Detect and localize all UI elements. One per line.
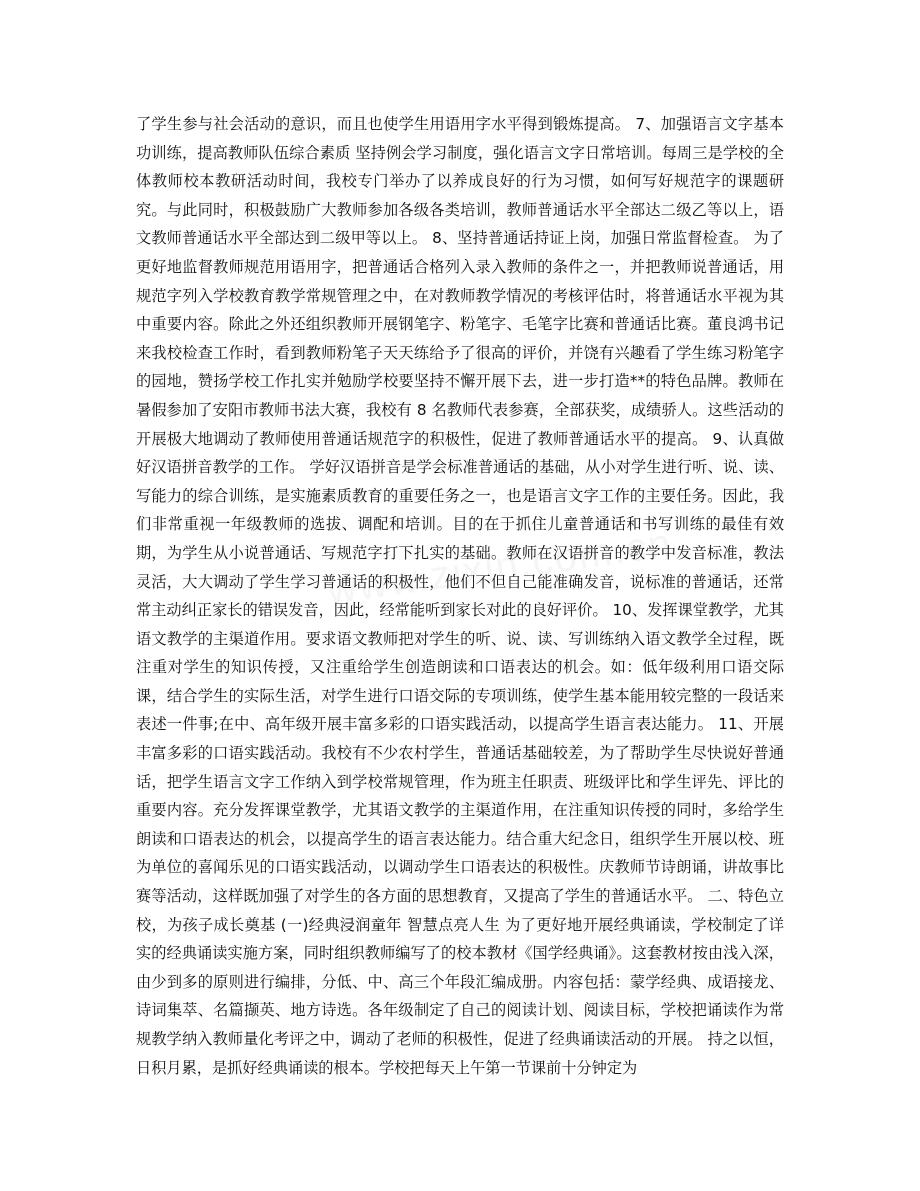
body-text: 了学生参与社会活动的意识，而且也使学生用语用字水平得到锻炼提高。 7、加强语言文字基本功训练，提高教师队伍综合素质 坚持例会学习制度，强化语言文字日常培训。每周三是学校的全体教师校本教研活动时间，我校专门举办了以养成良好的行为习惯，如何写好规范字的课题研究。与此同时，积极鼓励广大教师参加各级各类培训，教师普通话水平全部达二级乙等以上，语文教师普通话水平全部达到二级甲等以上。 8、坚持普通话持证上岗，加强日常监督检查。 为了更好地监督教师规范用语用字，把普通话合格列入录入教师的条件之一，并把教师说普通话，用规范字列入学校教育教学常规管理之中，在对教师教学情况的考核评估时，将普通话水平视为其中重要内容。除此之外还组织教师开展钢笔字、粉笔字、毛笔字比赛和普通话比赛。董良鸿书记来我校检查工作时，看到教师粉笔子天天练给予了很高的评价，并饶有兴趣看了学生练习粉笔字的园地，赞扬学校工作扎实并勉励学校要坚持不懈开展下去，进一步打造**的特色品牌。教师在暑假参加了安阳市教师书法大赛，我校有 8 名教师代表参赛，全部获奖，成绩骄人。这些活动的开展极大地调动了教师使用普通话规范字的积极性，促进了教师普通话水平的提高。 9、认真做好汉语拼音教学的工作。 学好汉语拼音是学会标准普通话的基础，从小对学生进行听、说、读、写能力的综合训练，是实施素质教育的重要任务之一，也是语言文字工作的主要任务。因此，我们非常重视一年级教师的选拔、调配和培训。目的在于抓住儿童普通话和书写训练的最佳有效期，为学生从小说普通话、写规范字打下扎实的基础。教师在汉语拼音的教学中发音标准，教法灵活，大大调动了学生学习普通话的积极性，他们不但自己能准确发音，说标准的普通话，还常常主动纠正家长的错误发音，因此，经常能听到家长对此的良好评价。 10、发挥课堂教学，尤其语文教学的主渠道作用。要求语文教师把对学生的听、说、读、写训练纳入语文教学全过程，既注重对学生的知识传授，又注重给学生创造朗读和口语表达的机会。如：低年级利用口语交际课，结合学生的实际生活，对学生进行口语交际的专项训练，使学生基本能用较完整的一段话来表述一件事;在中、高年级开展丰富多彩的口语实践活动，以提高学生语言表达能力。 11、开展丰富多彩的口语实践活动。我校有不少农村学生，普通话基础较差，为了帮助学生尽快说好普通话，把学生语言文字工作纳入到学校常规管理，作为班主任职责、班级评比和学生评先、评比的重要内容。充分发挥课堂教学，尤其语文教学的主渠道作用，在注重知识传授的同时，多给学生朗读和口语表达的机会，以提高学生的语言表达能力。结合重大纪念日，组织学生开展以校、班为单位的喜闻乐见的口语实践活动，以调动学生口语表达的积极性。庆教师节诗朗诵，讲故事比赛等活动，这样既加强了对学生的各方面的思想教育，又提高了学生的普通话水平。 二、特色立校，为孩子成长奠基 (一)经典浸润童年 智慧点亮人生 为了更好地开展经典诵读，学校制定了详实的经典诵读实施方案，同时组织教师编写了的校本教材《国学经典诵》。这套教材按由浅入深，由少到多的原则进行编排，分低、中、高三个年段汇编成册。内容包括：蒙学经典、成语接龙、诗词集萃、名篇撷英、地方诗选。各年级制定了自己的阅读计划、阅读目标，学校把诵读作为常规教学纳入教师量化考评之中，调动了老师的积极性，促进了经典诵读活动的开展。 持之以恒，日积月累，是抓好经典诵读的根本。学校把每天上午第一节课前十分钟定为 (136, 115, 784, 1077)
